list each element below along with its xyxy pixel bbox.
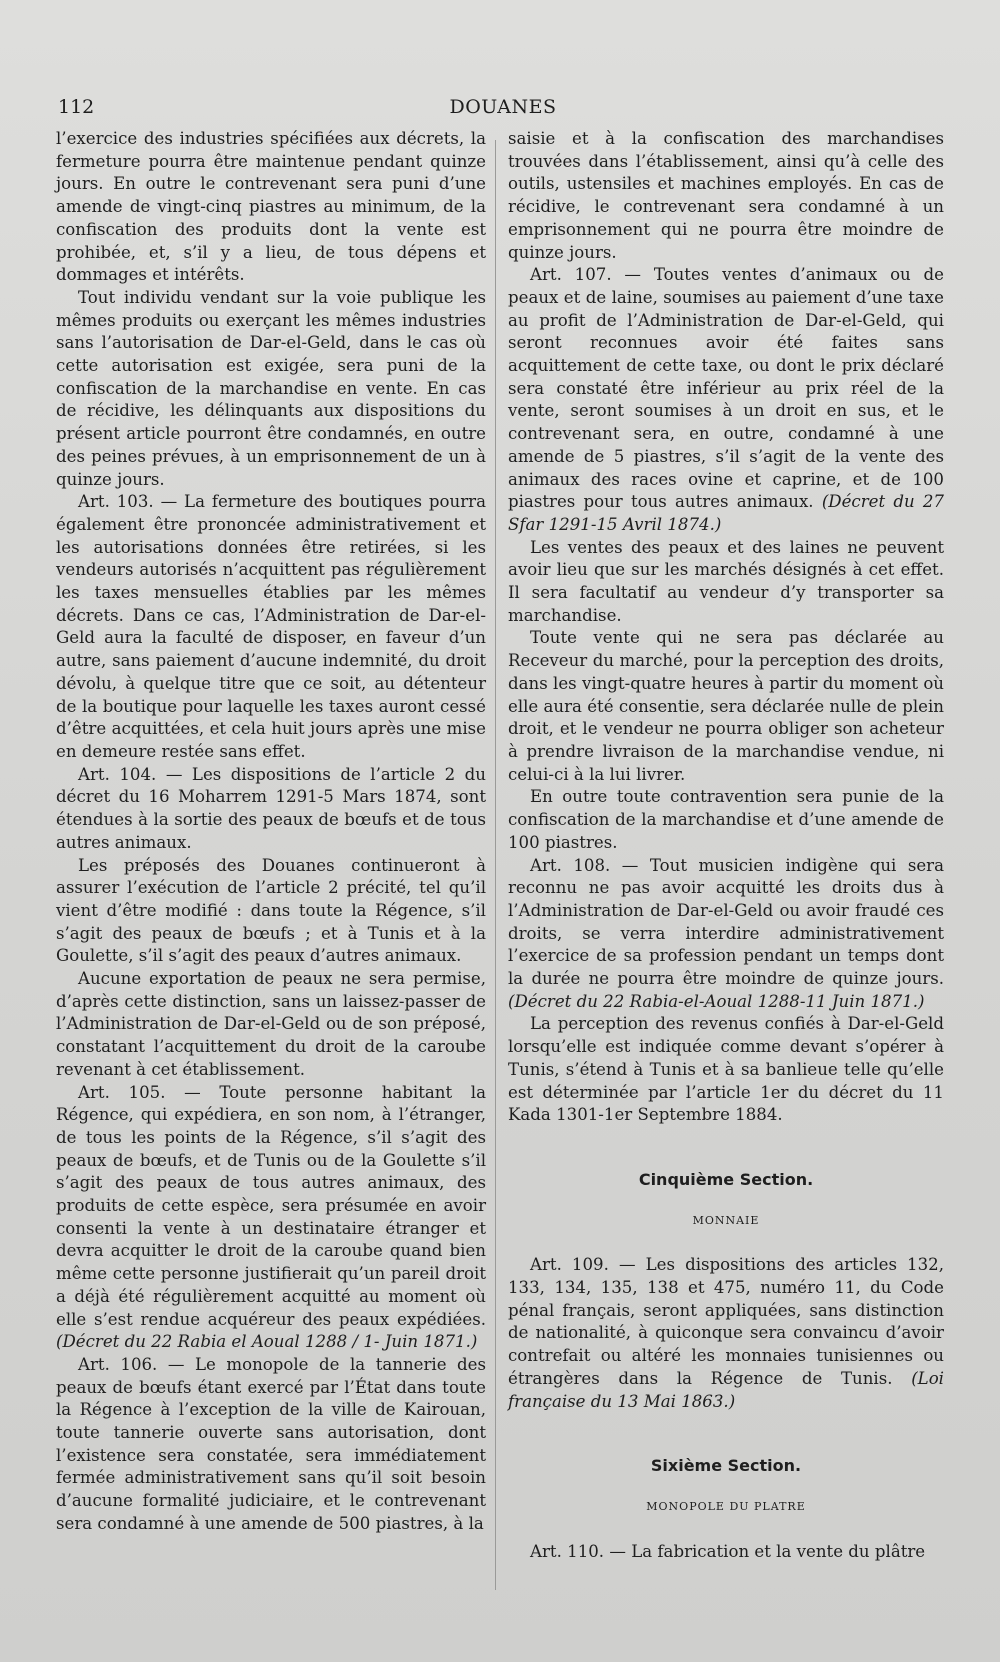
article-105: Art. 105. — Toute personne habitant la Régence, qui expédiera, en son nom, à l’étranger, de tous les points de la Régence, s’il s’agit des peaux de bœufs, et de Tunis ou de la Goulette s’il s’agit des peaux de tous autres animaux, des produits de cette espèce, sera présumée en avoir consenti la vente à un destinataire étranger et devra acquitter le droit de la caroube quand bien même cette personne justifierait qu’un pareil droit a déjà été régulièrement acquitté au moment où elle s’est rendue acquéreur des peaux expédiées. (Décret du 22 Rabia el Aoual 1288 / 1- Juin 1871.) [56, 1082, 486, 1352]
paragraph: La perception des revenus confiés à Dar-el-Geld lorsqu’elle est indiquée comme devant s’opérer à Tunis, s’étend à Tunis et à sa banlieue telle qu’elle est déterminée par l’article 1er du décret du 11 Kada 1301-1er Septembre 1884. [508, 1014, 944, 1125]
paragraph: l’exercice des industries spécifiées aux décrets, la fermeture pourra être maintenue pendant quinze jours. En outre le contrevenant sera puni d’une amende de vingt-cinq piastres au minimum, de la confiscation des produits dont la vente est prohibée, et, s’il y a lieu, de tous dépens et dommages et intérêts. [56, 129, 486, 285]
article-106: Art. 106. — Le monopole de la tannerie des peaux de bœufs étant exercé par l’État dans toute la Régence à l’exception de la ville de Kairouan, toute tannerie ouverte sans autorisation, dont l’existence sera constatée, sera immédiatement fermée administrativement sans qu’il soit besoin d’aucune formalité judiciaire, et le contrevenant sera condamné à une amende de 500 piastres, à la [56, 1354, 486, 1533]
page-number: 112 [58, 96, 95, 118]
article-103: Art. 103. — La fermeture des boutiques pourra également être prononcée administrativement et les autorisations données être retirées, si les vendeurs autorisés n’acquittent pas régulièrement les taxes mensuelles établies par les mêmes décrets. Dans ce cas, l’Administration de Dar-el-Geld aura la faculté de disposer, en faveur d’un autre, sans paiement d’aucune indemnité, du droit dévolu, à quelque titre que ce soit, au détenteur de la boutique pour laquelle les taxes auront cessé d’être acquittées, et cela huit jours après une mise en demeure restée sans effet. [56, 492, 486, 761]
section-title-5: Cinquième Section. [638, 1169, 814, 1189]
paragraph: Les ventes des peaux et des laines ne peuvent avoir lieu que sur les marchés désignés à cet effet. Il sera facultatif au vendeur d’y transporter sa marchandise. [508, 537, 944, 625]
running-head: DOUANES [449, 96, 557, 118]
article-110: Art. 110. — La fabrication et la vente du plâtre [530, 1541, 926, 1561]
page-header [58, 96, 948, 126]
section-title-6: Sixième Section. [650, 1456, 802, 1476]
section-subtitle-5: MONNAIE [692, 1213, 760, 1227]
article-108: Art. 108. — Tout musicien indigène qui sera reconnu ne pas avoir acquitté les droits dus à l’Administration de Dar-el-Geld ou avoir fraudé ces droits, se verra interdire administrativement l’exercice de sa profession pendant un temps dont la durée ne pourra être moindre de quinze jours. (Décret du 22 Rabia-el-Aoual 1288-11 Juin 1871.) [508, 855, 944, 1011]
right-column [508, 128, 944, 1563]
article-107: Art. 107. — Toutes ventes d’animaux ou de peaux et de laine, soumises au paiement d’une taxe au profit de l’Administration de Dar-el-Geld, qui seront reconnues avoir été faites sans acquittement de cette taxe, ou dont le prix déclaré sera constaté être inférieur au prix réel de la vente, seront soumises à un droit en sus, et le contrevenant sera, en outre, condamné à une amende de 5 piastres, s’il s’agit de la vente des animaux des races ovine et caprine, et de 100 piastres pour tous autres animaux. (Décret du 27 Sfar 1291-15 Avril 1874.) [508, 265, 944, 534]
column-divider [495, 140, 496, 1590]
decree-reference: (Décret du 22 Rabia-el-Aoual 1288-11 Juin 1871.) [508, 991, 925, 1011]
paragraph: En outre toute contravention sera punie de la confiscation de la marchandise et d’une amende de 100 piastres. [508, 787, 944, 852]
decree-reference: (Loi française du 13 Mai 1863.) [508, 1368, 944, 1411]
decree-reference: (Décret du 22 Rabia el Aoual 1288 / 1- Juin 1871.) [56, 1332, 478, 1352]
paragraph: saisie et à la confiscation des marchandises trouvées dans l’établissement, ainsi qu’à celle des outils, ustensiles et machines employés. En cas de récidive, le contrevenant sera condamné à un emprisonnement qui ne pourra être moindre de quinze jours. [508, 129, 944, 262]
paragraph: Toute vente qui ne sera pas déclarée au Receveur du marché, pour la perception des droits, dans les vingt-quatre heures à partir du moment où elle aura été consentie, sera déclarée nulle de plein droit, et le vendeur ne pourra obliger son acheteur à prendre livraison de la marchandise vendue, ni celui-ci à la lui livrer. [508, 628, 944, 784]
paragraph: Aucune exportation de peaux ne sera permise, d’après cette distinction, sans un laissez-passer de l’Administration de Dar-el-Geld ou de son préposé, constatant l’acquittement du droit de la caroube revenant à cet établissement. [56, 969, 486, 1079]
section-subtitle-6: MONOPOLE DU PLATRE [646, 1499, 806, 1513]
article-109: Art. 109. — Les dispositions des articles 132, 133, 134, 135, 138 et 475, numéro 11, du Code pénal français, seront appliquées, sans distinction de nationalité, à quiconque sera convaincu d’avoir contrefait ou altéré les monnaies tunisiennes ou étrangères dans la Régence de Tunis. (Loi française du 13 Mai 1863.) [508, 1255, 944, 1411]
paragraph: Les préposés des Douanes continueront à assurer l’exécution de l’article 2 précité, tel qu’il vient d’être modifié : dans toute la Régence, s’il s’agit des peaux de bœufs ; et à Tunis et à la Goulette, s’il s’agit des peaux d’autres animaux. [56, 855, 486, 966]
decree-reference: (Décret du 27 Sfar 1291-15 Avril 1874.) [508, 492, 944, 534]
article-104: Art. 104. — Les dispositions de l’article 2 du décret du 16 Moharrem 1291-5 Mars 1874, sont étendues à la sortie des peaux de bœufs et de tous autres animaux. [56, 764, 486, 852]
paragraph: Tout individu vendant sur la voie publique les mêmes produits ou exerçant les mêmes industries sans l’autorisation de Dar-el-Geld, dans le cas où cette autorisation est exigée, sera puni de la confiscation de la marchandise en vente. En cas de récidive, les délinquants aux dispositions du présent article pourront être condamnés, en outre des peines prévues, à un emprisonnement de un à quinze jours. [56, 287, 486, 489]
left-column [56, 128, 486, 1536]
